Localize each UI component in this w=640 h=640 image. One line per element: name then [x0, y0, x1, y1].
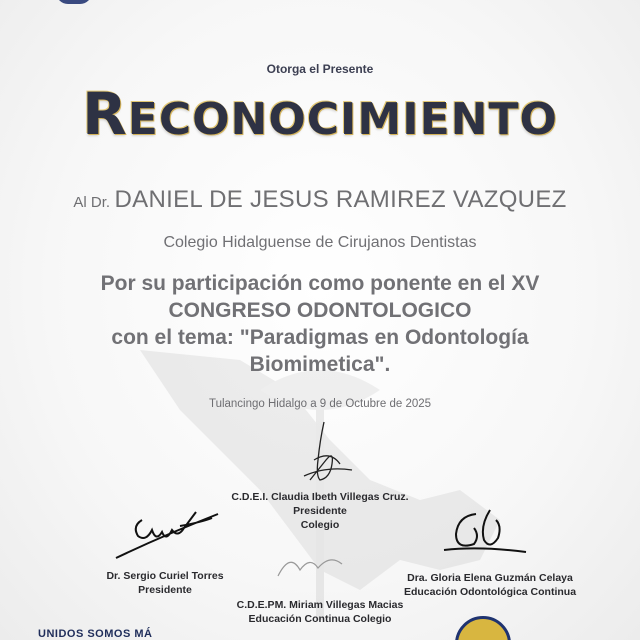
footer-slogan: UNIDOS SOMOS MÁ	[38, 628, 153, 640]
bottom-signature-icon	[270, 546, 350, 582]
signatory-right-role: Educación Odontológica Continua	[403, 586, 577, 598]
signatory-center-role: Presidente	[293, 505, 347, 517]
recipient-prefix: Al Dr.	[73, 194, 111, 211]
signatory-bottom-role: Educación Continua Colegio	[248, 613, 392, 625]
signatory-left-name: Dr. Sergio Curiel Torres	[106, 570, 224, 582]
recognition-body	[40, 270, 600, 378]
signatory-right	[370, 571, 610, 599]
issue-date: Tulancingo Hidalgo a 9 de Octubre de 2025	[208, 398, 432, 410]
recipient-line	[0, 186, 640, 214]
signatory-right-name: Dra. Gloria Elena Guzmán Celaya	[407, 572, 573, 584]
signatory-left-role: Presidente	[138, 584, 192, 596]
recipient-name: DANIEL DE JESUS RAMIREZ VAZQUEZ	[114, 186, 567, 213]
institution-name: Colegio Hidalguense de Cirujanos Dentistas	[163, 234, 477, 251]
signatory-bottom	[180, 598, 460, 626]
title-initial: R	[82, 80, 128, 148]
right-signature-icon	[440, 506, 530, 566]
signatory-left	[60, 569, 270, 597]
signatory-center	[200, 490, 440, 532]
signatory-center-org: Colegio	[300, 519, 340, 531]
body-line-1: Por su participación como ponente en el XV	[100, 272, 540, 295]
body-line-2: CONGRESO ODONTOLOGICO	[168, 299, 472, 322]
certificate-title	[0, 74, 640, 160]
signatory-bottom-name: C.D.E.PM. Miriam Villegas Macias	[236, 599, 404, 611]
top-emblem-icon	[56, 0, 92, 4]
center-signature-icon	[290, 420, 360, 488]
intro-text: Otorga el Presente	[266, 62, 374, 76]
body-line-4: Biomimetica".	[249, 353, 391, 376]
title-rest: ECONOCIMIENTO	[127, 94, 558, 145]
body-line-3: con el tema: "Paradigmas en Odontología	[111, 326, 529, 349]
left-signature-icon	[112, 506, 224, 566]
signatory-center-name: C.D.E.I. Claudia Ibeth Villegas Cruz.	[231, 491, 409, 503]
